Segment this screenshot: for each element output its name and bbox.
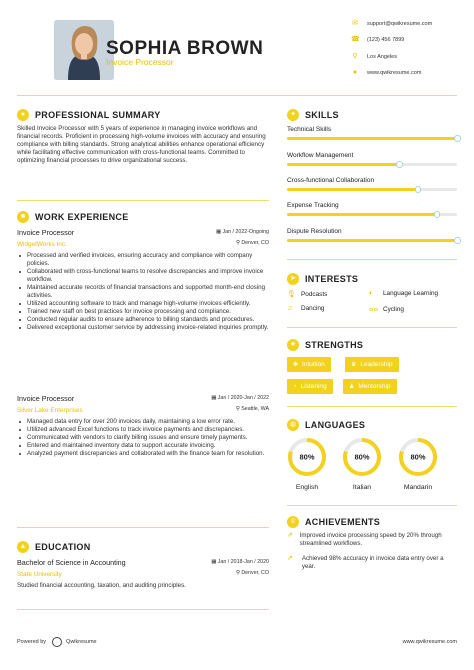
job-entry (17, 228, 269, 332)
summary-text: Skilled Invoice Processor with 5 years of experience in managing invoice workflows and financial records. Proficient in processing high-volume invoices with accuracy and ensuring compliance with billing standards. Strong analytical abilities enhance operational efficiency while facilitating effective communication with cross-functional teams. Committed to optimizing financial processes to drive organizational success. (17, 125, 266, 164)
interests-divider (287, 327, 457, 328)
experience-divider (17, 527, 269, 528)
bulb-icon: ✱ (293, 362, 299, 368)
header-divider (17, 95, 457, 96)
skill-knob (434, 211, 441, 218)
education-entry (17, 558, 269, 590)
bulb-icon: ✦ (287, 109, 299, 121)
ear-icon: ◔ (293, 383, 297, 390)
leadership-icon: ♛ (351, 362, 357, 368)
trophy-icon: ♕ (287, 516, 299, 528)
achievements-header: ♕ ACHIEVEMENTS (287, 516, 380, 528)
footer-url[interactable]: www.qwikresume.com (402, 639, 457, 645)
summary-header: ● PROFESSIONAL SUMMARY (17, 109, 161, 121)
list-item: Delivered exceptional customer service by addressing invoice-related inquiries promptly. (17, 324, 269, 332)
list-item: Conducted regular audits to ensure adherence to billing standards and procedures. (17, 316, 269, 324)
skill-item: Expense Tracking (287, 202, 457, 216)
contact-phone[interactable]: ☎ (123) 456 7899 (351, 36, 405, 43)
skill-bar (287, 239, 457, 242)
achievement-item: ⇗ Achieved 98% accuracy in invoice data entry over a year. (287, 555, 444, 570)
list-item: Managed data entry for over 200 invoices daily, maintaining a low error rate. (17, 418, 269, 426)
job-title: Invoice Processor (17, 228, 75, 237)
skill-item: Dispute Resolution (287, 228, 457, 242)
job-bullets (17, 418, 269, 458)
job-entry (17, 394, 269, 458)
skills-header: ✦ SKILLS (287, 109, 339, 121)
list-item: Collaborated with cross-functional teams to resolve discrepancies and improve invoice workflow. (17, 268, 269, 284)
contact-location: ⚲ Los Angeles (352, 52, 397, 60)
skill-item: Workflow Management (287, 152, 457, 166)
skill-knob (415, 186, 422, 193)
svg-text:80%: 80% (299, 452, 315, 462)
language-gauge (341, 436, 383, 478)
contact-list (351, 17, 471, 83)
skill-bar (287, 213, 457, 216)
job-title: Invoice Processor (17, 394, 75, 403)
interest-cycling: ⴰⴰ Cycling (369, 305, 404, 313)
qwikresume-logo-icon (52, 637, 62, 647)
location-icon: ⚲ (352, 52, 358, 60)
contact-website[interactable]: ● www.qwikresume.com (352, 69, 422, 76)
skill-bar (287, 137, 457, 140)
education-location: ⚲ Denver, CO (235, 570, 269, 576)
job-location: ⚲ Denver, CO (235, 240, 269, 246)
skill-knob (454, 135, 461, 142)
summary-divider (17, 200, 269, 201)
languages-divider (287, 505, 457, 506)
contact-email[interactable]: ✉ support@qwikresume.com (352, 19, 433, 27)
chart-icon: ⇗ (287, 532, 293, 539)
website-icon: ● (352, 69, 358, 76)
list-item: Maintained accurate records of financial transactions and supported month-end closing activities. (17, 284, 269, 300)
language-gauge (397, 436, 439, 478)
list-item: Communicated with vendors to clarify billing issues and ensure timely payments. (17, 434, 269, 442)
globe-icon: ◍ (287, 419, 299, 431)
list-item: Utilized accounting software to track and manage high-volume invoices efficiently. (17, 300, 269, 308)
languages-header: ◍ LANGUAGES (287, 419, 365, 431)
pin-icon: ⚲ (235, 570, 242, 576)
skill-knob (396, 161, 403, 168)
skill-bar (287, 188, 457, 191)
rocket-icon: ➤ (287, 273, 299, 285)
language-english: 80% English (282, 436, 332, 491)
list-item: Trained new staff on best practices for invoice processing and compliance. (17, 308, 269, 316)
list-item: Processed and verified invoices, ensuring accuracy and compliance with company policies. (17, 252, 269, 268)
job-date: ▦ Jan / 2022-Ongoing (215, 229, 269, 235)
strengths-header: ★ STRENGTHS (287, 339, 363, 351)
interests-header: ➤ INTERESTS (287, 273, 358, 285)
strength-mentorship: ♟ Mentorship (343, 379, 397, 394)
star-icon: ★ (287, 339, 299, 351)
job-bullets (17, 252, 269, 332)
strength-intuition: ✱ Intuition (287, 357, 331, 372)
summary-icon: ● (17, 109, 29, 121)
candidate-role: Invoice Processor (106, 57, 174, 67)
skill-knob (454, 237, 461, 244)
pin-icon: ⚲ (235, 240, 242, 246)
education-text: Studied financial accounting, taxation, and auditing principles. (17, 582, 186, 589)
skills-divider (287, 259, 457, 260)
education-date: ▦ Jan / 2018-Jan / 2020 (211, 559, 269, 565)
graduation-icon: ▲ (17, 541, 29, 553)
language-gauge (286, 436, 328, 478)
interest-podcasts: 🎙 Podcasts (287, 290, 328, 298)
svg-text:80%: 80% (354, 452, 370, 462)
profile-photo (54, 20, 114, 80)
pin-icon: ⚲ (235, 406, 242, 412)
skill-item: Cross-functional Collaboration (287, 177, 457, 191)
mentor-icon: ♟ (349, 384, 355, 390)
job-company: Silver Lake Enterprises (17, 407, 83, 414)
job-date: ▦ Jan / 2020-Jan / 2022 (211, 395, 269, 401)
bicycle-icon: ⴰⴰ (369, 306, 379, 313)
chart-icon: ⇗ (287, 555, 293, 562)
calendar-icon: ▦ (211, 395, 218, 401)
interest-language-learning: ◐ Language Learning (369, 290, 439, 297)
skill-item: Technical Skills (287, 126, 457, 140)
degree-title: Bachelor of Science in Accounting (17, 558, 126, 567)
dance-icon: ♫ (287, 305, 293, 312)
school-name: State University (17, 571, 62, 578)
language-italian: 80% Italian (337, 436, 387, 491)
calendar-icon: ▦ (215, 229, 223, 235)
list-item: Analyzed payment discrepancies and collaborated with the finance team for resolution. (17, 450, 269, 458)
education-divider (17, 609, 269, 610)
strength-listening: ◔ Listening (287, 379, 333, 394)
achievement-item: ⇗ Improved invoice processing speed by 20% through streamlined workflows. (287, 532, 442, 547)
interest-dancing: ♫ Dancing (287, 305, 325, 312)
language-mandarin: 80% Mandarin (393, 436, 443, 491)
email-icon: ✉ (352, 19, 358, 27)
phone-icon: ☎ (351, 36, 360, 43)
briefcase-icon: ■ (17, 211, 29, 223)
list-item: Entered and maintained inventory data to support accurate invoicing. (17, 442, 269, 450)
job-location: ⚲ Seattle, WA (235, 406, 269, 412)
education-header: ▲ EDUCATION (17, 541, 91, 553)
footer-brand[interactable]: Powered by Qwikresume (17, 639, 97, 645)
strength-leadership: ♛ Leadership (345, 357, 399, 372)
job-company: WidgetWorks Inc. (17, 241, 67, 248)
podcast-icon: 🎙 (287, 291, 296, 298)
list-item: Utilized advanced Excel functions to track invoice payments and discrepancies. (17, 426, 269, 434)
candidate-name: SOPHIA BROWN (106, 38, 264, 59)
skill-bar (287, 163, 457, 166)
strengths-divider (287, 406, 457, 407)
experience-header: ■ WORK EXPERIENCE (17, 211, 129, 223)
svg-text:80%: 80% (410, 452, 426, 462)
calendar-icon: ▦ (211, 559, 218, 565)
globe-icon: ◐ (369, 290, 374, 297)
